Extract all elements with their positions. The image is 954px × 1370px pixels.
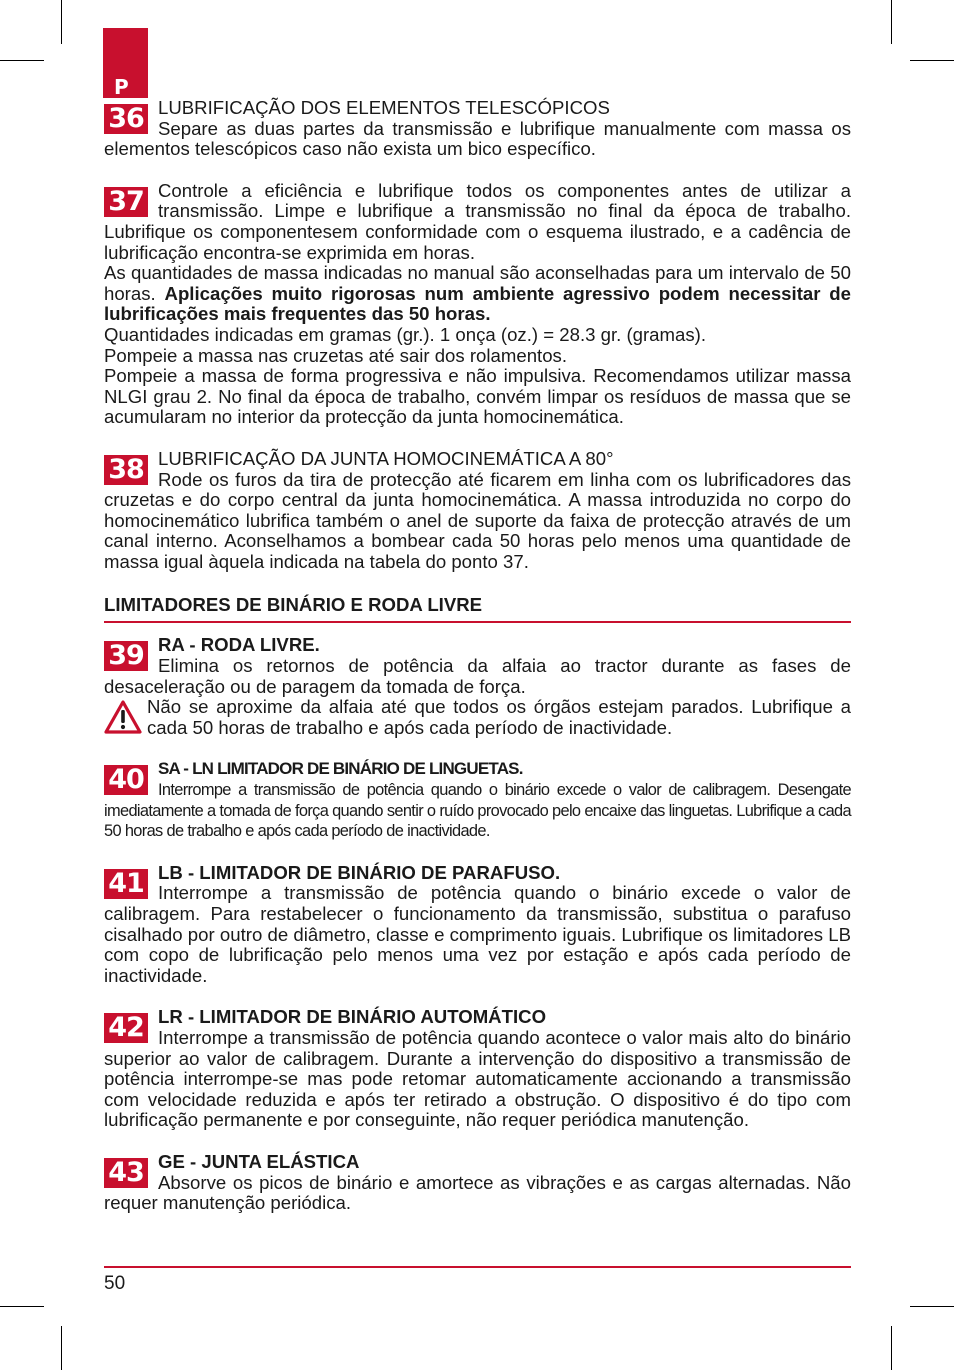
item-paragraph <box>104 263 851 325</box>
warning-triangle-icon <box>104 700 142 734</box>
crop-mark <box>61 1326 62 1370</box>
section-heading: LIMITADORES DE BINÁRIO E RODA LIVRE <box>104 594 851 623</box>
item-text: Interrompe a transmissão de potência quando acontece o valor mais alto do binário superior ao valor de calibragem. Durante a intervenção do dispositivo a transmissão de potência interrompe-se mas pode retomar automaticamente accionando a transmissão com velocidade reduzida e após ter retirado a obstrução. O dispositivo é do tipo com lubrificação permanente e por conseguinte, não requer periódica manutenção. <box>104 1026 851 1131</box>
item-text: Separe as duas partes da transmissão e lubrifique manualmente com massa os elementos telescópicos caso não exista um bico específico. <box>104 117 851 160</box>
item-paragraph-text: As quantidades de massa indicadas no manual são aconselhadas para um intervalo de 50 horas. <box>104 262 851 304</box>
item-title: LR - LIMITADOR DE BINÁRIO AUTOMÁTICO <box>158 1006 547 1028</box>
crop-mark <box>0 60 44 61</box>
item-40 <box>104 759 851 841</box>
item-number-badge: 43 <box>104 1158 148 1188</box>
item-39 <box>104 635 851 738</box>
item-paragraph: Pompeie a massa de forma progressiva e não impulsiva. Recomendamos utilizar massa NLGI grau 2. No final da época de trabalho, convém limpar os resíduos de massa que se acumularam no interior da protecção da junta homocinemática. <box>104 365 851 428</box>
warning-note <box>104 697 851 738</box>
language-tab <box>103 28 148 98</box>
page-number: 50 <box>104 1273 126 1294</box>
item-38 <box>104 449 851 573</box>
item-number-badge: 40 <box>104 765 148 795</box>
item-text: Elimina os retornos de potência da alfaia ao tractor durante as fases de desaceleração ou de paragem da tomada de força. <box>104 655 851 697</box>
item-text: Absorve os picos de binário e amortece as vibrações e as cargas alternadas. Não requer manutenção periódica. <box>104 1171 851 1214</box>
crop-mark <box>891 0 892 44</box>
item-36 <box>104 98 851 160</box>
crop-mark <box>910 60 954 61</box>
item-41 <box>104 863 851 987</box>
item-text: Interrompe a transmissão de potência quando o binário excede o valor de calibragem. Desengate imediatamente a tomada de força quando sentir o ruído provocado pelo encaixe das linguetas. Lubrifique a cada 50 horas de trabalho e após cada período de inactividade. <box>104 781 851 841</box>
item-text: Interrompe a transmissão de potência quando o binário excede o valor de calibragem. Para restabelecer o funcionamento da transmissão, substitua o parafuso cisalhado por outro de diâmetro, classe e comprimento iguais. Lubrifique os limitadores LB com copo de lubrificação pelo menos uma vez por estação e após cada período de inactividade. <box>104 882 851 986</box>
item-title: LB - LIMITADOR DE BINÁRIO DE PARAFUSO. <box>158 861 561 883</box>
item-paragraph-emphasis: Aplicações muito rigorosas num ambiente agressivo podem necessitar de lubrificações mais frequentes das 50 horas. <box>104 282 851 325</box>
item-number-badge: 42 <box>104 1013 148 1043</box>
item-title: SA - LN LIMITADOR DE BINÁRIO DE LINGUETAS. <box>158 759 523 779</box>
crop-mark <box>61 0 62 44</box>
item-paragraph: Pompeie a massa nas cruzetas até sair dos rolamentos. <box>104 344 568 366</box>
item-number-badge: 37 <box>104 187 148 217</box>
item-number-badge: 38 <box>104 455 148 485</box>
item-number-badge: 41 <box>104 869 148 899</box>
item-number-badge: 36 <box>104 104 148 134</box>
footer-rule <box>104 1266 851 1268</box>
item-43 <box>104 1152 851 1214</box>
item-number-badge: 39 <box>104 641 148 671</box>
page-content <box>104 98 851 1214</box>
item-paragraph: Quantidades indicadas em gramas (gr.). 1 onça (oz.) = 28.3 gr. (gramas). <box>104 323 706 345</box>
item-text: Rode os furos da tira de protecção até ficarem em linha com os lubrificadores das cruzetas e do corpo central da junta homocinemática. A massa introduzida no corpo do homocinemático lubrifica também o anel de suporte da faixa de protecção através de um canal interno. Aconselhamos a bombear cada 50 horas pelo menos uma quantidade de massa igual àquela indicada na tabela do ponto 37. <box>104 468 851 572</box>
item-37 <box>104 181 851 428</box>
crop-mark <box>0 1306 44 1307</box>
crop-mark <box>891 1326 892 1370</box>
item-title: RA - RODA LIVRE. <box>158 634 320 656</box>
crop-mark <box>910 1306 954 1307</box>
warning-text: Não se aproxime da alfaia até que todos os órgãos estejam parados. Lubrifique a cada 50 horas de trabalho e após cada período de inactividade. <box>147 696 851 738</box>
language-tab-label: P <box>114 75 129 99</box>
item-title: LUBRIFICAÇÃO DA JUNTA HOMOCINEMÁTICA A 80° <box>158 447 614 469</box>
item-title: LUBRIFICAÇÃO DOS ELEMENTOS TELESCÓPICOS <box>158 97 610 118</box>
item-paragraph: Controle a eficiência e lubrifique todos os componentes antes de utilizar a transmissão. Limpe e lubrifique a transmissão no final da época de trabalho. Lubrifique os componentesem conformidade com o esquema ilustrado, e a cadência de lubrificação encontra-se exprimida em horas. <box>104 179 851 263</box>
item-title: GE - JUNTA ELÁSTICA <box>158 1150 360 1172</box>
item-42 <box>104 1007 851 1131</box>
